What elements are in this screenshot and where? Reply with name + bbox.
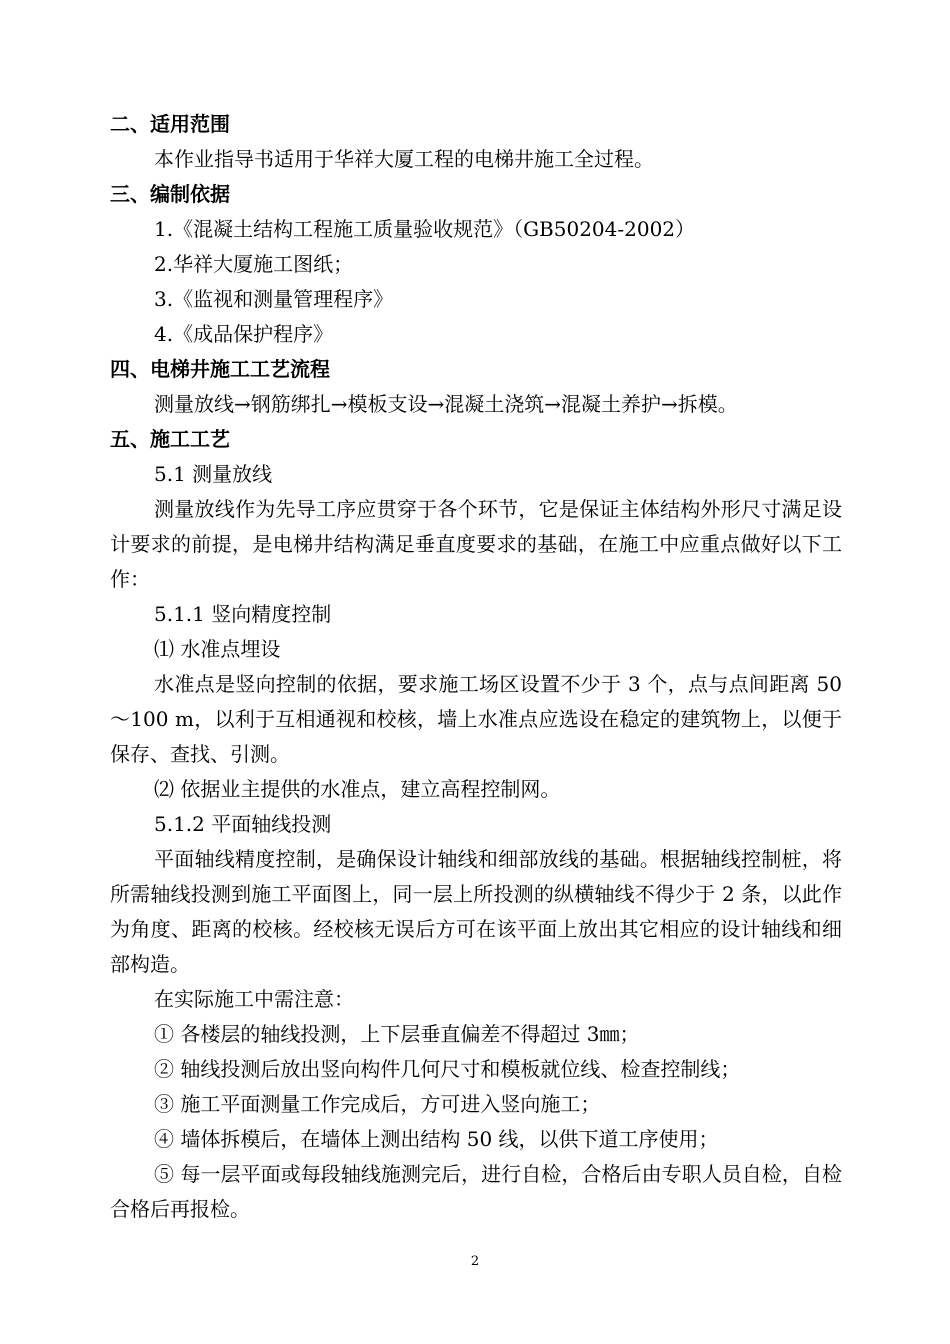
subsection-title-surveying: 5.1 测量放线 xyxy=(154,462,273,486)
item-title-benchmark: ⑴ 水准点埋设 xyxy=(154,637,281,661)
note-item: ② 轴线投测后放出竖向构件几何尺寸和模板就位线、检查控制线； xyxy=(154,1057,741,1081)
note-item: ⑤ 每一层平面或每段轴线施测完后，进行自检，合格后由专职人员自检，自检合格后再报检。 xyxy=(110,1162,842,1221)
notes-intro: 在实际施工中需注意： xyxy=(154,987,354,1011)
process-flow-paragraph: 测量放线→钢筋绑扎→模板支设→混凝土浇筑→混凝土养护→拆模。 xyxy=(154,392,738,416)
note-item: ④ 墙体拆模后，在墙体上测出结构 50 线，以供下道工序使用； xyxy=(154,1127,719,1151)
section-heading-scope: 二、适用范围 xyxy=(110,112,230,136)
benchmark-paragraph: 水准点是竖向控制的依据，要求施工场区设置不少于 3 个，点与点间距离 50～100 m，以利于互相通视和校核，墙上水准点应选设在稳定的建筑物上，以便于保存、查找、引测。 xyxy=(110,672,842,766)
page-number: 2 xyxy=(470,1254,480,1269)
basis-item: 3.《监视和测量管理程序》 xyxy=(154,287,394,311)
section-heading-process-flow: 四、电梯井施工工艺流程 xyxy=(110,357,330,381)
subsection-title-axis-projection: 5.1.2 平面轴线投测 xyxy=(154,812,332,836)
basis-item: 1.《混凝土结构工程施工质量验收规范》（GB50204-2002） xyxy=(154,217,696,241)
elevation-network-item: ⑵ 依据业主提供的水准点，建立高程控制网。 xyxy=(154,777,561,801)
basis-item: 2.华祥大厦施工图纸； xyxy=(154,252,354,276)
section-heading-basis: 三、编制依据 xyxy=(110,182,230,206)
axis-projection-paragraph: 平面轴线精度控制，是确保设计轴线和细部放线的基础。根据轴线控制桩，将所需轴线投测到施工平面图上，同一层上所投测的纵横轴线不得少于 2 条，以此作为角度、距离的校核。经校核无误后方可在该平面上放出其它相应的设计轴线和细部构造。 xyxy=(110,847,842,976)
surveying-paragraph: 测量放线作为先导工序应贯穿于各个环节，它是保证主体结构外形尺寸满足设计要求的前提，是电梯井结构满足垂直度要求的基础，在施工中应重点做好以下工作： xyxy=(110,497,842,591)
section-heading-construction-process: 五、施工工艺 xyxy=(110,427,230,451)
basis-item: 4.《成品保护程序》 xyxy=(154,322,334,346)
scope-paragraph: 本作业指导书适用于华祥大厦工程的电梯井施工全过程。 xyxy=(154,147,654,171)
note-item: ① 各楼层的轴线投测，上下层垂直偏差不得超过 3㎜； xyxy=(154,1022,640,1046)
page-content xyxy=(110,107,842,1227)
subsection-title-vertical-control: 5.1.1 竖向精度控制 xyxy=(154,602,332,626)
note-item: ③ 施工平面测量工作完成后，方可进入竖向施工； xyxy=(154,1092,601,1116)
